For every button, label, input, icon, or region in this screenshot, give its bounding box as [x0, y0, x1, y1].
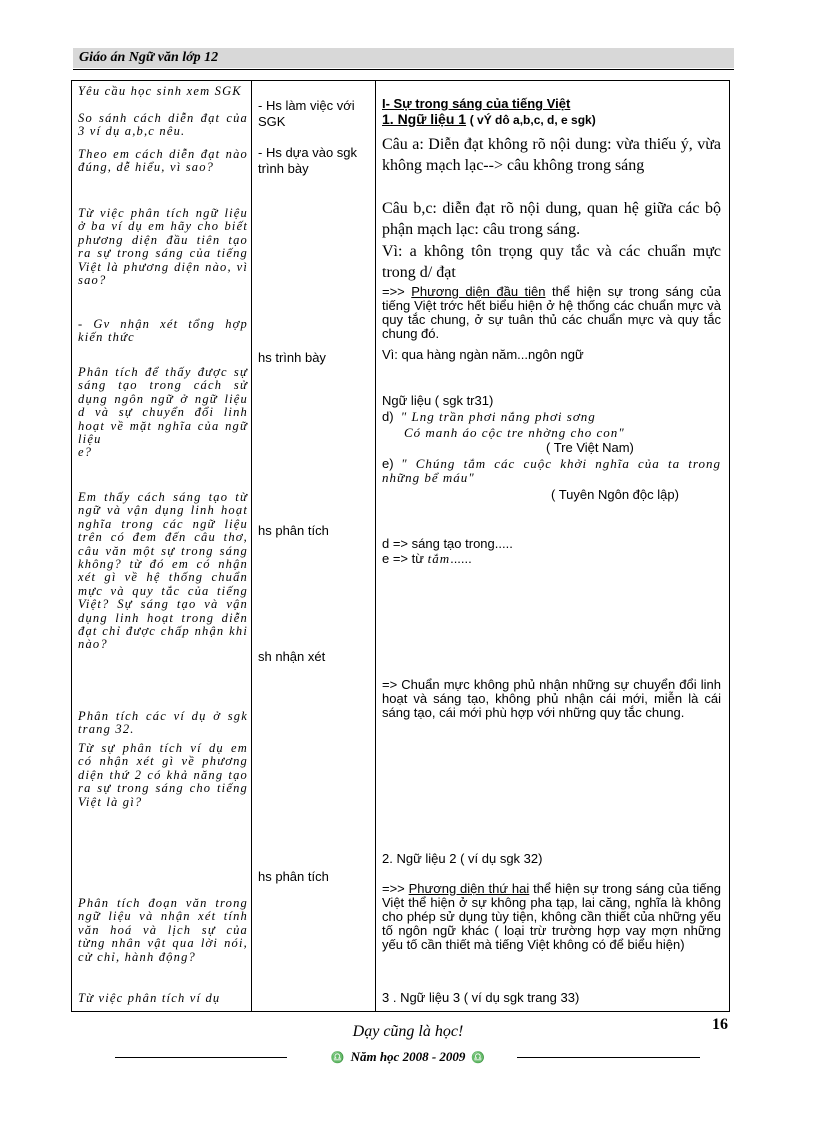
example-d-line-1: " Lng trần phơi nắng phơi sơng — [400, 409, 596, 424]
e-result-word: tắm — [427, 551, 451, 566]
first-aspect-conclusion — [382, 285, 721, 341]
teacher-activity-9: Từ sự phân tích ví dụ em có nhận xét gì về phương diện thứ 2 có khả năng tạo ra sự trong sáng cho tiếng Việt là gì? — [78, 741, 248, 809]
student-activity-6: hs phân tích — [258, 869, 329, 884]
school-year: Năm học 2008 - 2009 — [350, 1049, 466, 1064]
second-aspect-text: thể hiện sự trong sáng của tiếng Việt thể hiện ở sự không pha tạp, lai căng, nghĩa là không cho phép sử dụng tùy tiện, không cần thiết của những yếu tố ngôn ngữ khác ( loại trừ trường hợp vay mợn những yếu tố cần thiết mà tiếng Việt không có để biểu hiện) — [382, 881, 721, 952]
example-d — [382, 410, 721, 424]
second-aspect-label: Phương diện thứ hai — [408, 881, 530, 896]
teacher-activity-6 — [78, 366, 248, 460]
footer-motto: Dạy cũng là học! — [352, 1023, 464, 1040]
ngu-lieu-2: 2. Ngữ liệu 2 ( ví dụ sgk 32) — [382, 851, 543, 866]
example-e-quote: " Chúng tắm các cuộc khởi nghĩa của ta trong những bể máu" — [382, 456, 721, 485]
arrow-2: =>> — [382, 881, 409, 896]
d-result: d => sáng tạo trong..... — [382, 536, 513, 551]
footer-year-line — [0, 1049, 816, 1065]
ngu-lieu-sgk: Ngữ liệu ( sgk tr31) — [382, 393, 494, 408]
standard-conclusion: => Chuẩn mực không phủ nhận những sự chuyển đổi linh hoạt và sáng tạo, không phủ nhận cái mới, miễn là cái sáng tạo, cái mới phù hợp với những quy tắc chung. — [382, 677, 721, 720]
example-e-label: e) — [382, 456, 394, 471]
column-divider-2 — [375, 80, 376, 1012]
ngu-lieu-1-heading — [382, 112, 721, 127]
student-activity-5: sh nhận xét — [258, 649, 326, 664]
teacher-activity-6-text: Phân tích để thấy được sự sáng tạo trong cách sử dụng ngôn ngữ ở ngữ liệu d và sự chuyển đổi linh hoạt về mặt nghĩa của ngữ liệu — [78, 365, 248, 447]
teacher-activity-1: Yêu cầu học sinh xem SGK — [78, 84, 242, 98]
student-activity-2: - Hs dựa vào sgk trình bày — [258, 145, 358, 176]
page-number: 16 — [712, 1016, 728, 1033]
second-aspect-conclusion — [382, 882, 721, 952]
ngu-lieu-1-note: ( vÝ dô a,b,c, d, e sgk) — [469, 113, 596, 127]
first-aspect-label: Phương diện đầu tiên — [411, 284, 546, 299]
ornament-icon-right: ♎ — [471, 1052, 486, 1064]
section-heading: I- Sự trong sáng của tiếng Việt — [382, 96, 571, 111]
example-d-line-2: Có manh áo cộc tre nhờng cho con" — [404, 425, 625, 440]
student-activity-3: hs trình bày — [258, 350, 326, 365]
teacher-activity-2: So sánh cách diễn đạt của 3 ví dụ a,b,c nêu. — [78, 111, 248, 139]
example-d-source: ( Tre Việt Nam) — [546, 440, 634, 455]
header-rule — [73, 69, 734, 70]
e-result-suffix: ...... — [450, 551, 472, 566]
teacher-activity-5: - Gv nhận xét tổng hợp kiến thức — [78, 317, 248, 345]
reason-a: Vì: a không tôn trọng quy tắc và các chuẩn mực trong d/ đạt — [382, 243, 721, 281]
cau-bc-analysis: Câu b,c: diễn đạt rõ nội dung, quan hệ giữa các bộ phận mạch lạc: câu trong sáng. — [382, 200, 721, 238]
teacher-activity-11: Từ việc phân tích ví dụ — [78, 991, 221, 1005]
teacher-activity-6-tail: e? — [78, 445, 93, 460]
teacher-activity-4: Từ việc phân tích ngữ liệu ở ba ví dụ em hãy cho biết phương diện đầu tiên tạo ra sự trong sáng của tiếng Việt là phương diện nào, vì sao? — [78, 206, 248, 288]
teacher-activity-7: Em thấy cách sáng tạo từ ngữ và vận dụng linh hoạt nghĩa trong các ngữ liệu trên có đem đến câu thơ, câu văn một sự trong sáng không? từ đó em có nhận xét gì về hệ thống chuẩn mực và quy tắc của tiếng Việt? Sự sáng tạo và vận dụng linh hoạt trong diễn đạt chỉ được chấp nhận khi nào? — [78, 490, 248, 652]
cau-a-analysis: Câu a: Diễn đạt không rõ nội dung: vừa thiếu ý, vừa không mạch lạc--> câu không trong sáng — [382, 136, 721, 174]
ngu-lieu-3: 3 . Ngữ liệu 3 ( ví dụ sgk trang 33) — [382, 990, 580, 1005]
student-activity-4: hs phân tích — [258, 523, 329, 538]
teacher-activity-3: Theo em cách diễn đạt nào đúng, dễ hiểu, vì sao? — [78, 147, 248, 175]
teacher-activity-8: Phân tích các ví dụ ở sgk trang 32. — [78, 709, 248, 737]
column-divider-1 — [251, 80, 252, 1012]
ornament-icon: ♎ — [330, 1052, 345, 1064]
arrow-1: =>> — [382, 284, 412, 299]
example-d-line-2-wrap — [404, 426, 743, 440]
e-result-prefix: e => từ — [382, 551, 428, 566]
first-aspect-text: thể hiện sự trong sáng của tiếng Việt trớc hết biểu hiện ở hệ thống các chuẩn mực và quy tắc chung, ở sự tuân thủ các chuẩn mực và quy tắc chung đó. — [382, 284, 722, 341]
example-e-source: ( Tuyên Ngôn độc lập) — [551, 487, 679, 502]
example-e — [382, 457, 721, 485]
reason-2: Vì: qua hàng ngàn năm...ngôn ngữ — [382, 347, 584, 362]
document-title: Giáo án Ngữ văn lớp 12 — [79, 50, 219, 65]
ngu-lieu-1-label: 1. Ngữ liệu 1 — [382, 111, 467, 127]
e-result — [382, 552, 721, 566]
example-d-label: d) — [382, 409, 394, 424]
page-header-bar — [73, 48, 734, 68]
teacher-activity-10: Phân tích đoạn văn trong ngữ liệu và nhận xét tính văn hoá và lịch sự của từng nhân vật qua lời nói, cử chỉ, hành động? — [78, 896, 248, 964]
student-activity-1: - Hs làm việc với SGK — [258, 98, 355, 129]
